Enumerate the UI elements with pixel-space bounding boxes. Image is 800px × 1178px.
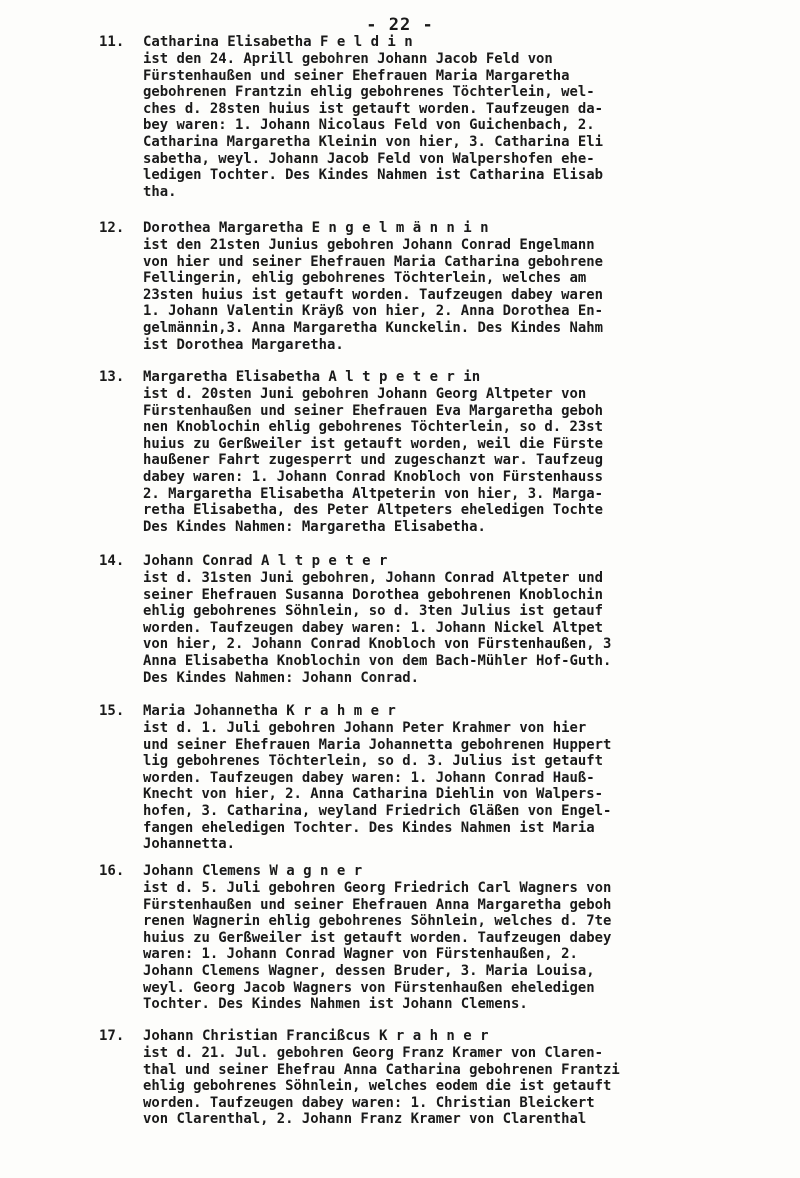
entry-number: 14. [99, 553, 125, 569]
entry-heading: Johann Clemens W a g n e r [143, 863, 363, 879]
entry-heading: Margaretha Elisabetha A l t p e t e r in [143, 369, 481, 385]
entry-number: 13. [99, 369, 125, 385]
entry-number: 11. [99, 34, 125, 50]
entry-body: ist d. 21. Jul. gebohren Georg Franz Kramer von Claren- thal und seiner Ehefrau Anna Catharina gebohrenen Frantzi ehlig gebohrenes Söhnlein, welches eodem die ist getauft worden. Taufzeugen dabey waren: 1. Christian Bleickert von Clarenthal, 2. Johann Franz Kramer von Clarenthal [143, 1045, 620, 1128]
entry-heading: Dorothea Margaretha E n g e l m ä n n i n [143, 220, 489, 236]
entry-heading: Catharina Elisabetha F e l d i n [143, 34, 413, 50]
entry-number: 16. [99, 863, 125, 879]
entry-body: ist d. 20sten Juni gebohren Johann Georg Altpeter von Fürstenhaußen und seiner Ehefrauen Eva Margaretha geboh nen Knoblochin ehlig gebohrenes Töchterlein, so d. 23st huius zu Gerßweiler ist getauft worden, weil die Fürste haußener Fahrt zugesperrt und zugeschanzt war. Taufzeug dabey waren: 1. Johann Conrad Knobloch von Fürstenhauss 2. Margaretha Elisabetha Altpeterin von hier, 3. Marga- retha Elisabetha, des Peter Altpeters eheledigen Tochte Des Kindes Nahmen: Margaretha Elisabetha. [143, 386, 603, 535]
entry-number: 17. [99, 1028, 125, 1044]
entry-body: ist d. 1. Juli gebohren Johann Peter Krahmer von hier und seiner Ehefrauen Maria Johannetta gebohrenen Huppert lig gebohrenes Töchterlein, so d. 3. Julius ist getauft worden. Taufzeugen dabey waren: 1. Johann Conrad Hauß- Knecht von hier, 2. Anna Catharina Diehlin von Walpers- hofen, 3. Catharina, weyland Friedrich Gläßen von Engel- fangen eheledigen Tochter. Des Kindes Nahmen ist Maria Johannetta. [143, 720, 612, 853]
page-number: - 22 - [366, 15, 434, 35]
entry-body: ist d. 31sten Juni gebohren, Johann Conrad Altpeter und seiner Ehefrauen Susanna Dorothea gebohrenen Knoblochin ehlig gebohrenes Söhnlein, so d. 3ten Julius ist getauf worden. Taufzeugen dabey waren: 1. Johann Nickel Altpet von hier, 2. Johann Conrad Knobloch von Fürstenhaußen, 3 Anna Elisabetha Knoblochin von dem Bach-Mühler Hof-Guth. Des Kindes Nahmen: Johann Conrad. [143, 570, 612, 686]
entry-body: ist den 24. Aprill gebohren Johann Jacob Feld von Fürstenhaußen und seiner Ehefrauen Maria Margaretha gebohrenen Frantzin ehlig gebohrenes Töchterlein, wel- ches d. 28sten huius ist getauft worden. Taufzeugen da- bey waren: 1. Johann Nicolaus Feld von Guichenbach, 2. Catharina Margaretha Kleinin von hier, 3. Catharina Eli sabetha, weyl. Johann Jacob Feld von Walpershofen ehe- ledigen Tochter. Des Kindes Nahmen ist Catharina Elisab tha. [143, 51, 603, 200]
entry-body: ist d. 5. Juli gebohren Georg Friedrich Carl Wagners von Fürstenhaußen und seiner Ehefrauen Anna Margaretha geboh renen Wagnerin ehlig gebohrenes Söhnlein, welches d. 7te huius zu Gerßweiler ist getauft worden. Taufzeugen dabey waren: 1. Johann Conrad Wagner von Fürstenhaußen, 2. Johann Clemens Wagner, dessen Bruder, 3. Maria Louisa, weyl. Georg Jacob Wagners von Fürstenhaußen eheledigen Tochter. Des Kindes Nahmen ist Johann Clemens. [143, 880, 612, 1013]
entry-heading: Johann Conrad A l t p e t e r [143, 553, 388, 569]
entry-heading: Maria Johannetha K r a h m e r [143, 703, 396, 719]
entry-heading: Johann Christian Francißcus K r a h n e r [143, 1028, 489, 1044]
entry-body: ist den 21sten Junius gebohren Johann Conrad Engelmann von hier und seiner Ehefrauen Maria Catharina gebohrene Fellingerin, ehlig gebohrenes Töchterlein, welches am 23sten huius ist getauft worden. Taufzeugen dabey waren 1. Johann Valentin Kräyß von hier, 2. Anna Dorothea En- gelmännin,3. Anna Margaretha Kunckelin. Des Kindes Nahm ist Dorothea Margaretha. [143, 237, 603, 353]
entry-number: 12. [99, 220, 125, 236]
entry-number: 15. [99, 703, 125, 719]
